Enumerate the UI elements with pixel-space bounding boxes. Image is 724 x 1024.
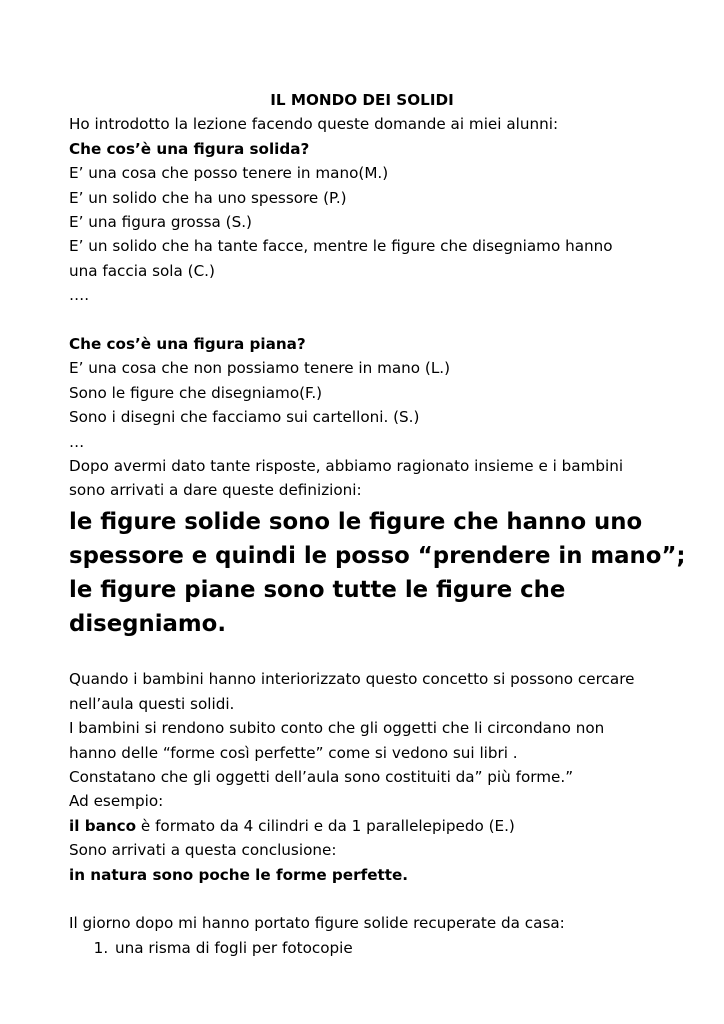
definitions-block	[69, 505, 686, 641]
body-line: Quando i bambini hanno interiorizzato questo concetto si possono cercare	[69, 670, 635, 689]
body-line: Ad esempio:	[69, 792, 164, 811]
question-solid: Che cos’è una figura solida?	[69, 139, 310, 158]
answer-line: Sono i disegni che facciamo sui cartelloni. (S.)	[69, 408, 420, 427]
next-day-line: Il giorno dopo mi hanno portato figure solide recuperate da casa:	[69, 914, 565, 933]
definition-line: le figure solide sono le figure che hanno uno	[69, 508, 643, 535]
object-list	[69, 936, 669, 960]
definition-line: disegniamo.	[69, 610, 226, 637]
answer-line: E’ un solido che ha uno spessore (P.)	[69, 188, 347, 207]
example-bold: il banco	[69, 816, 137, 835]
spacer	[69, 643, 669, 667]
definition-line: le figure piane sono tutte le figure che	[69, 576, 566, 603]
spacer	[69, 308, 669, 332]
list-item: 1. una risma di fogli per fotocopie	[113, 936, 669, 960]
example-rest: è formato da 4 cilindri e da 1 parallelepipedo (E.)	[136, 816, 515, 835]
body-line: I bambini si rendono subito conto che gli oggetti che li circondano non	[69, 719, 605, 738]
body-line: Constatano che gli oggetti dell’aula sono costituiti da” più forme.”	[69, 767, 574, 786]
definition-line: spessore e quindi le posso “prendere in mano”;	[69, 542, 686, 569]
body-line: hanno delle “forme così perfette” come si vedono sui libri .	[69, 743, 518, 762]
answer-line: E’ una figura grossa (S.)	[69, 213, 252, 232]
document-page	[69, 88, 686, 960]
conclusion-intro: Sono arrivati a questa conclusione:	[69, 841, 337, 860]
answer-line: una faccia sola (C.)	[69, 261, 215, 280]
conclusion-line: in natura sono poche le forme perfette.	[69, 865, 409, 884]
answer-line: E’ una cosa che non possiamo tenere in mano (L.)	[69, 359, 451, 378]
question-plane: Che cos’è una figura piana?	[69, 335, 306, 354]
reasoning-line: sono arrivati a dare queste definizioni:	[69, 481, 362, 500]
body-line: nell’aula questi solidi.	[69, 694, 235, 713]
answer-line: E’ una cosa che posso tenere in mano(M.)	[69, 164, 389, 183]
answer-line: Sono le figure che disegniamo(F.)	[69, 383, 323, 402]
spacer	[69, 887, 669, 911]
intro-line: Ho introdotto la lezione facendo queste domande ai miei alunni:	[69, 115, 559, 134]
reasoning-line: Dopo avermi dato tante risposte, abbiamo ragionato insieme e i bambini	[69, 457, 624, 476]
example-line	[69, 814, 669, 838]
ellipsis-line: ….	[69, 286, 90, 305]
ellipsis-line: …	[69, 432, 85, 451]
document-title: IL MONDO DEI SOLIDI	[270, 91, 454, 109]
answer-line: E’ un solido che ha tante facce, mentre le figure che disegniamo hanno	[69, 237, 613, 256]
